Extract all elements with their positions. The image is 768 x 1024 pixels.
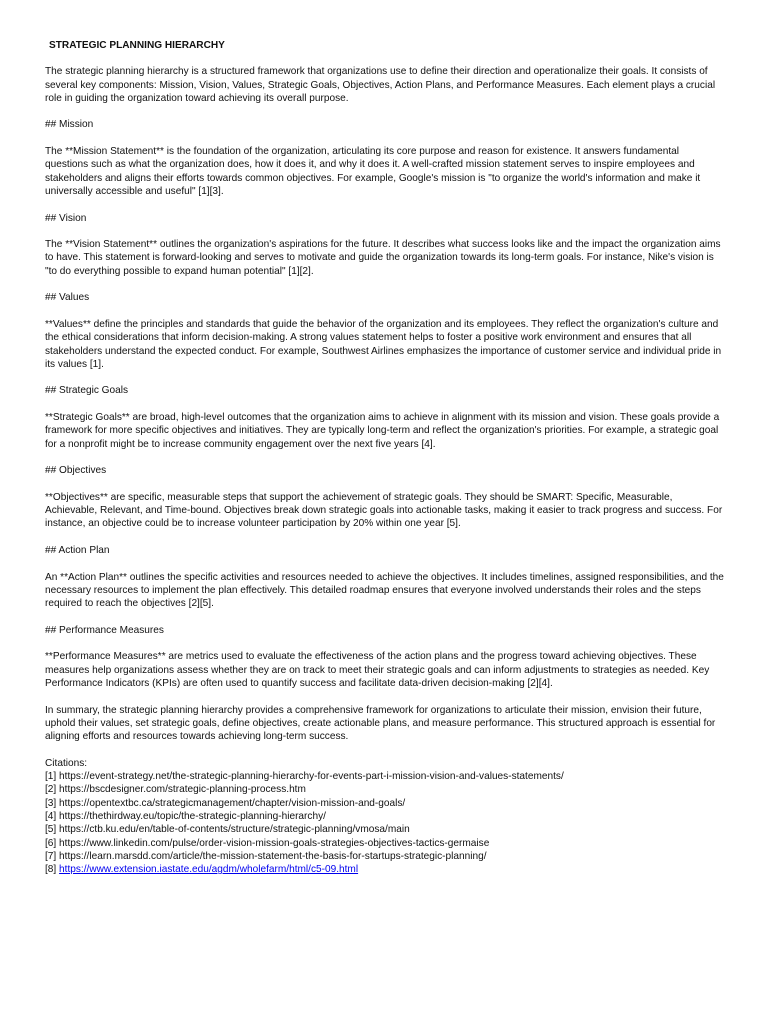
citation-item — [45, 850, 725, 863]
citation-marker: [3] — [45, 797, 57, 809]
section-mission — [45, 118, 725, 198]
section-action-plan — [45, 544, 725, 610]
citation-link[interactable]: https://www.extension.iastate.edu/agdm/wholefarm/html/c5-09.html — [59, 864, 359, 876]
section-objectives — [45, 464, 725, 530]
citation-marker: [7] — [45, 850, 57, 862]
section-body: **Performance Measures** are metrics used to evaluate the effectiveness of the action plans and the progress toward achieving objectives. These measures help organizations assess whether they are on track to meet their strategic goals and can inform adjustments to strategies as needed. Key Performance Indicators (KPIs) are often used to quantify success and facilitate data-driven decision-making [2][4]. — [45, 651, 710, 689]
citation-marker: [5] — [45, 824, 57, 836]
citation-url: https://thethirdway.eu/topic/the-strategic-planning-hierarchy/ — [59, 810, 326, 822]
section-heading: ## Mission — [45, 119, 94, 131]
section-body: An **Action Plan** outlines the specific activities and resources needed to achieve the objectives. It includes timelines, assigned responsibilities, and the necessary resources to implement the plan effectively. This detailed roadmap ensures that everyone involved understands their roles and the steps required to reach the objectives [2][5]. — [45, 571, 724, 610]
citation-url: https://www.linkedin.com/pulse/order-vision-mission-goals-strategies-objectives-tactics-germaise — [59, 837, 490, 849]
citation-item — [45, 797, 725, 810]
citation-item — [45, 837, 725, 850]
citation-url: https://event-strategy.net/the-strategic-planning-hierarchy-for-events-part-i-mission-vision-and-values-statements/ — [59, 771, 564, 783]
citation-url: https://opentextbc.ca/strategicmanagement/chapter/vision-mission-and-goals/ — [59, 797, 406, 809]
citation-marker: [1] — [45, 771, 57, 783]
section-body: **Values** define the principles and standards that guide the behavior of the organization and its employees. They reflect the organization's culture and the ethical considerations that inform decision-making. A strong values statement helps to foster a positive work environment and ensures that all stakeholders understand the expected conduct. For example, Southwest Airlines emphasizes the importance of customer service and individual pride in its values [1]. — [45, 318, 722, 370]
section-heading: ## Strategic Goals — [45, 385, 129, 397]
citation-marker: [2] — [45, 784, 57, 796]
citation-item — [45, 810, 725, 823]
section-heading: ## Action Plan — [45, 544, 110, 556]
citation-item — [45, 783, 725, 796]
document-title: STRATEGIC PLANNING HIERARCHY — [49, 40, 225, 51]
citation-item — [45, 770, 725, 783]
citation-url: https://bscdesigner.com/strategic-planning-process.htm — [59, 784, 306, 796]
citation-marker: [8] — [45, 864, 57, 876]
citation-url: https://learn.marsdd.com/article/the-mission-statement-the-basis-for-startups-strategic-planning/ — [59, 850, 487, 862]
section-heading: ## Values — [45, 292, 90, 304]
citation-item — [45, 863, 725, 876]
section-strategic-goals — [45, 384, 725, 450]
document-page — [45, 39, 725, 876]
section-heading: ## Objectives — [45, 465, 107, 477]
citation-marker: [4] — [45, 810, 57, 822]
citation-item — [45, 823, 725, 836]
section-performance-measures — [45, 624, 725, 690]
summary-paragraph: In summary, the strategic planning hierarchy provides a comprehensive framework for organizations to articulate their mission, envision their future, uphold their values, set strategic goals, define objectives, create actionable plans, and measure performance. This structured approach is essential for aligning efforts and resources towards achieving long-term success. — [45, 704, 716, 743]
section-heading: ## Vision — [45, 212, 87, 224]
citations-list — [45, 757, 725, 877]
citation-url: https://ctb.ku.edu/en/table-of-contents/structure/strategic-planning/vmosa/main — [59, 824, 410, 836]
section-heading: ## Performance Measures — [45, 624, 164, 636]
section-body: The **Vision Statement** outlines the organization's aspirations for the future. It describes what success looks like and the impact the organization aims to have. This statement is forward-looking and serves to motivate and guide the organization towards its long-term goals. For instance, Nike's vision is "to do everything possible to expand human potential" [1][2]. — [45, 239, 721, 277]
section-body: **Strategic Goals** are broad, high-level outcomes that the organization aims to achieve in alignment with its mission and vision. These goals provide a framework for more specific objectives and initiatives. They are typically long-term and reflect the organization's priorities. For example, a strategic goal for a nonprofit might be to increase community engagement over the next five years [4]. — [45, 412, 720, 450]
citations-label: Citations: — [45, 757, 88, 769]
section-body: The **Mission Statement** is the foundation of the organization, articulating its core purpose and reason for existence. It answers fundamental questions such as what the organization does, how it does it, and why it does it. A well-crafted mission statement serves to inspire employees and stakeholders and aligns their efforts towards common objectives. For example, Google's mission is "to organize the world's information and make it universally accessible and useful" [1][3]. — [45, 146, 701, 197]
citation-marker: [6] — [45, 837, 57, 849]
section-vision — [45, 212, 725, 278]
section-values — [45, 291, 725, 371]
section-body: **Objectives** are specific, measurable steps that support the achievement of strategic goals. They should be SMART: Specific, Measurable, Achievable, Relevant, and Time-bound. Objectives break down strategic goals into actionable tasks, making it easier to track progress and success. For instance, an objective could be to increase volunteer participation by 20% within one year [5]. — [45, 491, 723, 530]
intro-paragraph: The strategic planning hierarchy is a structured framework that organizations use to define their direction and operationalize their goals. It consists of several key components: Mission, Vision, Values, Strategic Goals, Objectives, Action Plans, and Performance Measures. Each element plays a crucial role in guiding the organization toward achieving its overall purpose. — [45, 66, 716, 104]
